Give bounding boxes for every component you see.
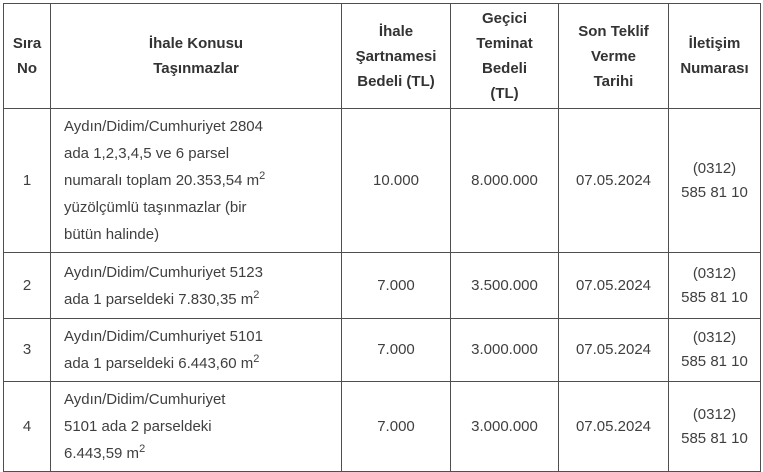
cell-teminat-bedeli: 8.000.000: [451, 109, 559, 253]
header-cell-ihale-konusu: İhale Konusu Taşınmazlar: [51, 4, 342, 109]
cell-son-teklif-tarihi: 07.05.2024: [559, 253, 669, 319]
table-row: [4, 319, 761, 382]
header-cell-sartname-bedeli: İhale Şartnamesi Bedeli (TL): [342, 4, 451, 109]
cell-iletisim-numarasi: (0312) 585 81 10: [669, 382, 761, 472]
cell-sira-no: 3: [4, 319, 51, 382]
cell-son-teklif-tarihi: 07.05.2024: [559, 382, 669, 472]
header-cell-iletisim: İletişim Numarası: [669, 4, 761, 109]
cell-sira-no: 1: [4, 109, 51, 253]
cell-tasinmaz-desc: Aydın/Didim/Cumhuriyet 5101 ada 2 parseldeki 6.443,59 $m^2$: [51, 382, 342, 472]
cell-teminat-bedeli: 3.000.000: [451, 319, 559, 382]
cell-son-teklif-tarihi: 07.05.2024: [559, 109, 669, 253]
header-row: [4, 4, 761, 109]
cell-iletisim-numarasi: (0312) 585 81 10: [669, 253, 761, 319]
tender-table: [3, 3, 761, 472]
cell-sira-no: 2: [4, 253, 51, 319]
header-cell-son-teklif-tarihi: Son Teklif Verme Tarihi: [559, 4, 669, 109]
header-cell-teminat-bedeli: Geçici Teminat Bedeli (TL): [451, 4, 559, 109]
table-row: [4, 253, 761, 319]
table-row: [4, 109, 761, 253]
cell-son-teklif-tarihi: 07.05.2024: [559, 319, 669, 382]
cell-sira-no: 4: [4, 382, 51, 472]
cell-tasinmaz-desc: Aydın/Didim/Cumhuriyet 2804 ada 1,2,3,4,5 ve 6 parsel numaralı toplam 20.353,54 $m^2$ yüzölçümlü taşınmazlar (bir bütün halinde): [51, 109, 342, 253]
cell-tasinmaz-desc: Aydın/Didim/Cumhuriyet 5123 ada 1 parseldeki 7.830,35 $m^2$: [51, 253, 342, 319]
cell-tasinmaz-desc: Aydın/Didim/Cumhuriyet 5101 ada 1 parseldeki 6.443,60 $m^2$: [51, 319, 342, 382]
cell-sartname-bedeli: 7.000: [342, 253, 451, 319]
cell-teminat-bedeli: 3.500.000: [451, 253, 559, 319]
cell-sartname-bedeli: 7.000: [342, 319, 451, 382]
cell-teminat-bedeli: 3.000.000: [451, 382, 559, 472]
cell-iletisim-numarasi: (0312) 585 81 10: [669, 109, 761, 253]
header-cell-sira-no: Sıra No: [4, 4, 51, 109]
table-row: [4, 382, 761, 472]
cell-sartname-bedeli: 7.000: [342, 382, 451, 472]
cell-iletisim-numarasi: (0312) 585 81 10: [669, 319, 761, 382]
cell-sartname-bedeli: 10.000: [342, 109, 451, 253]
